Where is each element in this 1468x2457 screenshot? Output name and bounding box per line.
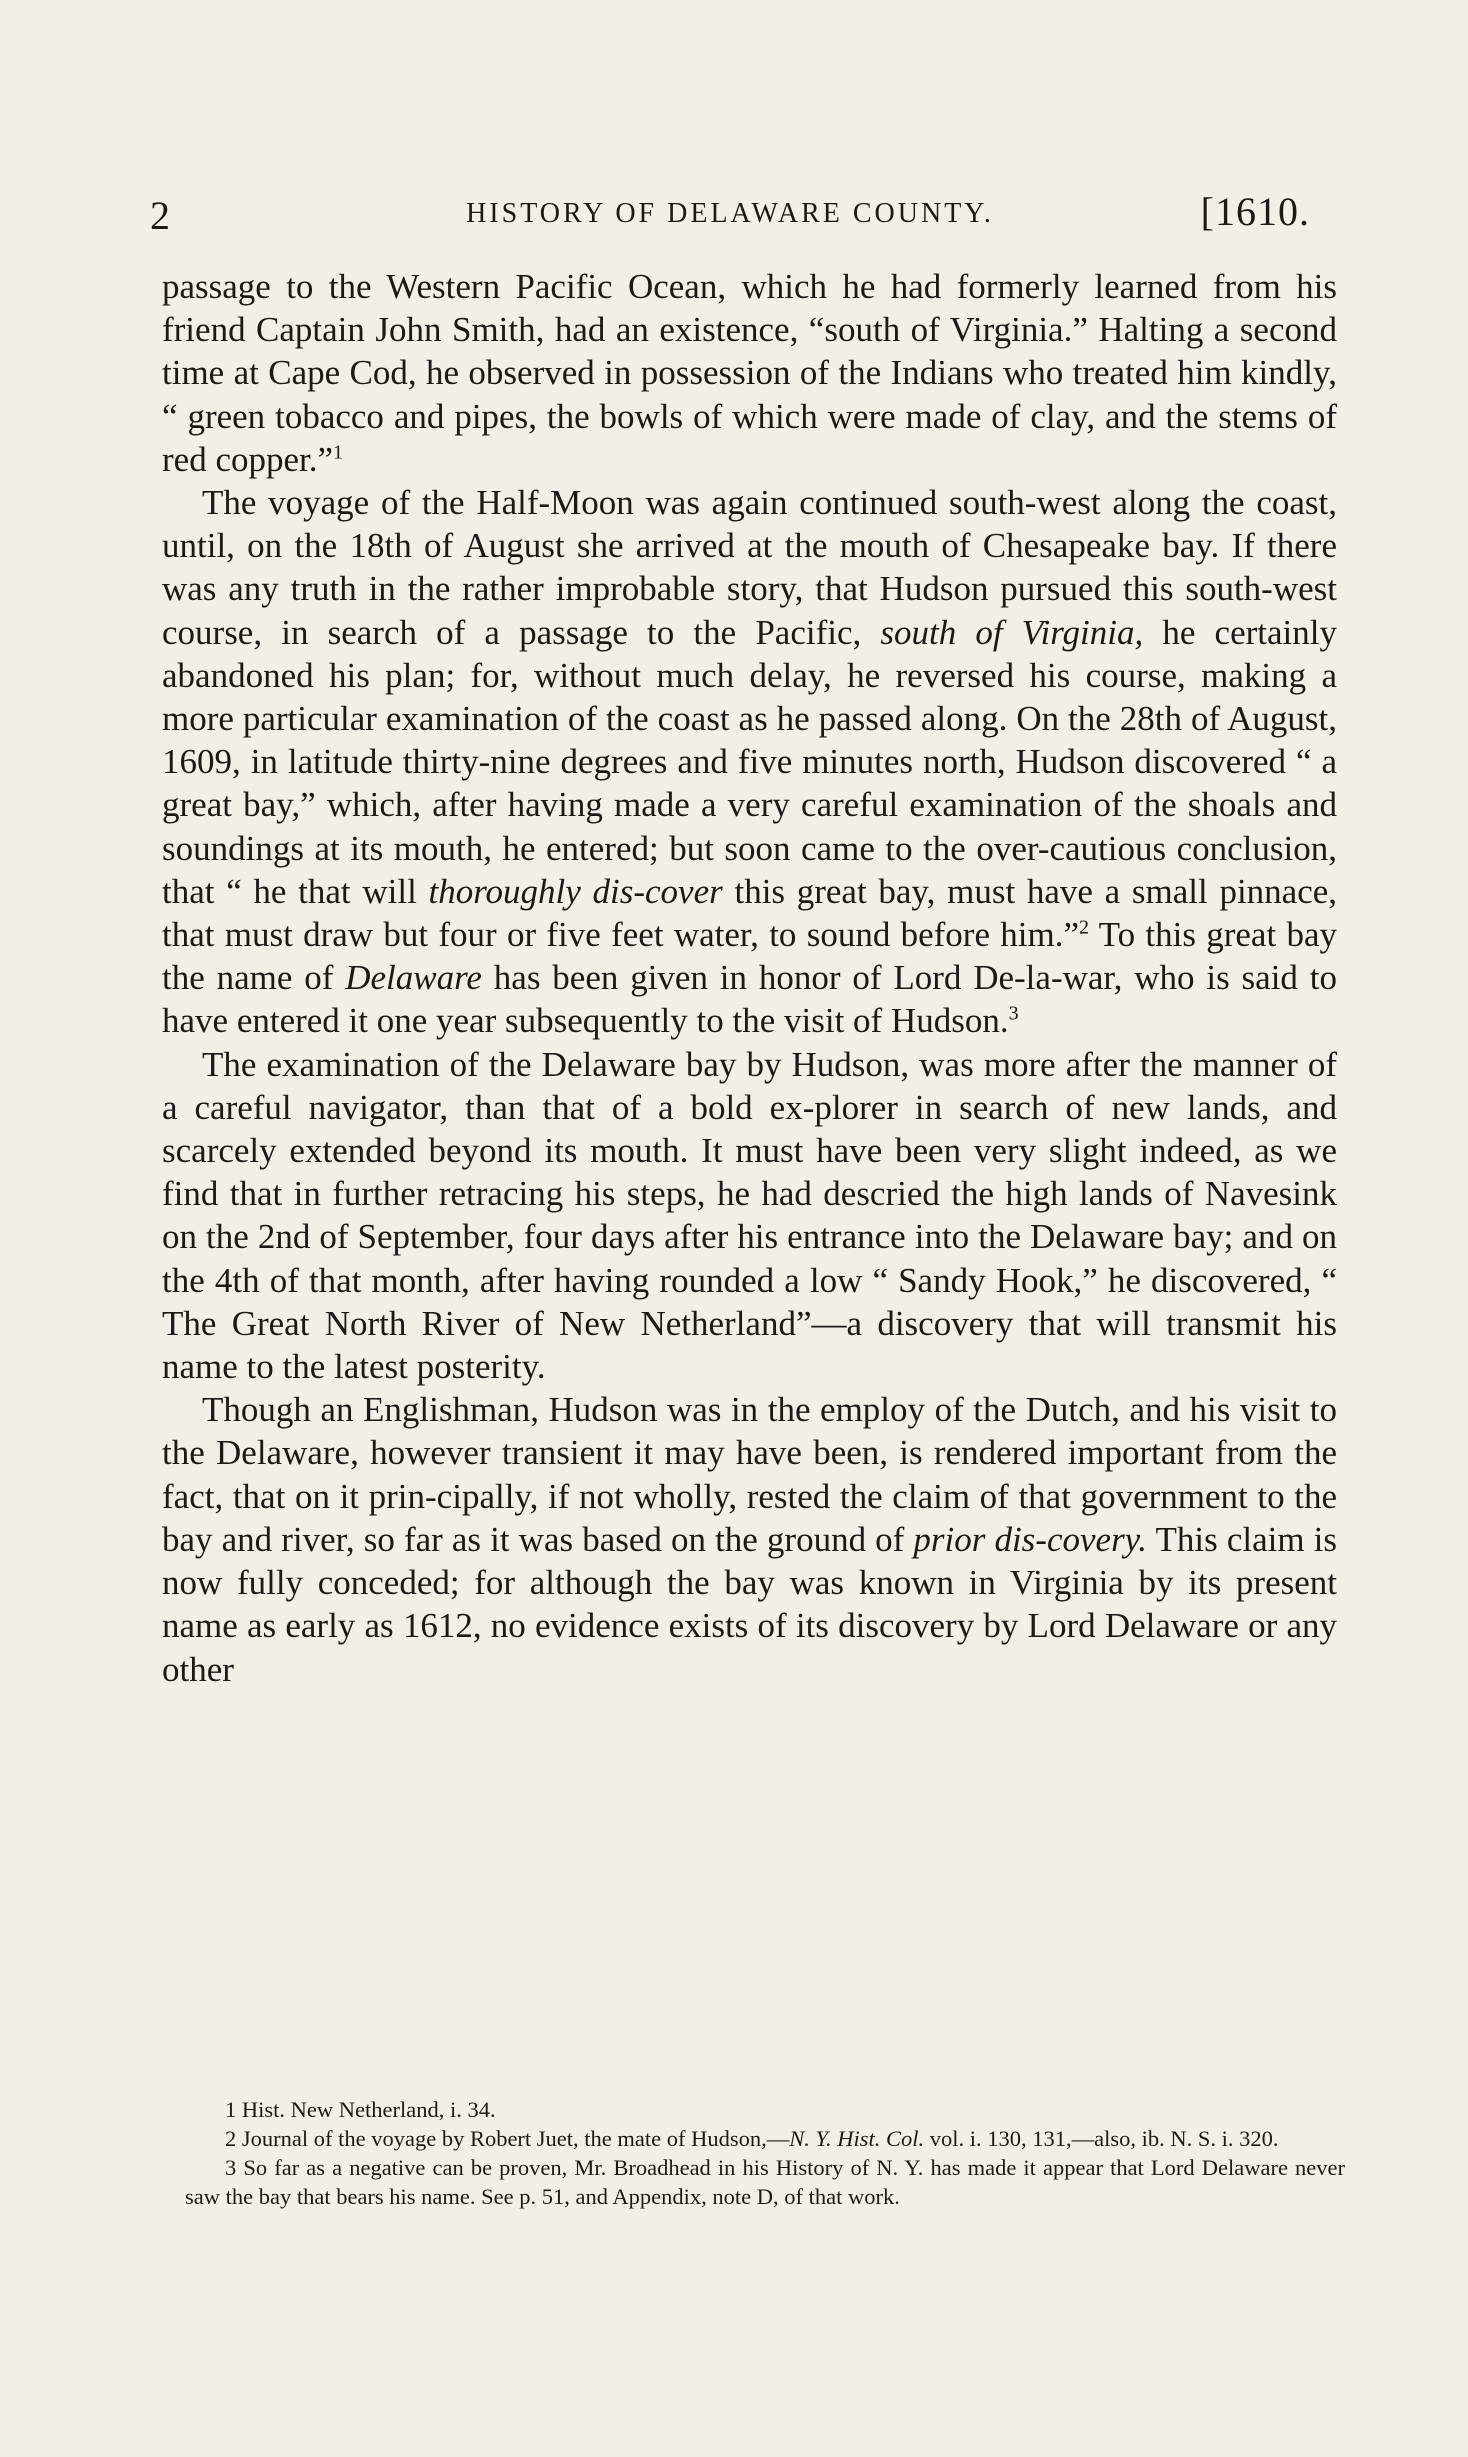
text-run: has been given in honor of Lord De-la-war, who is said to have entered it one year subsequently to the visit of Hudson.	[162, 958, 1337, 1041]
year-marker: [1610.	[1200, 189, 1310, 234]
text-run: To this great bay the name of	[162, 915, 1337, 998]
text-run: The examination of the Delaware bay by Hudson, was more after the manner of a careful navigator, than that of a bold ex-plorer in search of new lands, and scarcely extended beyond its mouth. It must have been very slight indeed, as we find that in further retracing his steps, he had descried the high lands of Navesink on the 2nd of September, four days after his entrance into the Delaware bay; and on the 4th of that month, after having rounded a low “ Sandy Hook,” he discovered, “ The Great North River of New Netherland”—a discovery that will transmit his name to the latest posterity.	[162, 1044, 1337, 1387]
text-run: passage to the Western Pacific Ocean, which he had formerly learned from his friend Captain John Smith, had an existence, “south of Virginia.” Halting a second time at Cape Cod, he observed in possession of the Indians who treated him kindly, “ green tobacco and pipes, the bowls of which were made of clay, and the stems of red copper.”	[162, 267, 1337, 479]
text-run: he certainly abandoned his plan; for, without much delay, he reversed his course, making a more particular examination of the coast as he passed along. On the 28th of August, 1609, in latitude thirty-nine degrees and five minutes north, Hudson discovered “ a great bay,” which, after having made a very careful examination of the shoals and soundings at its mouth, he entered; but soon came to the over-cautious conclusion, that “ he that will	[162, 612, 1337, 911]
italic-text: south of Virginia,	[880, 612, 1144, 652]
italic-text: thoroughly dis-cover	[428, 871, 723, 911]
text-run: vol. i. 130, 131,—also, ib. N. S. i. 320.	[924, 2126, 1279, 2151]
text-run: The voyage of the Half-Moon was again continued south-west along the coast, until, on the 18th of August she arrived at the mouth of Chesapeake bay. If there was any truth in the rather improbable story, that Hudson pursued this south-west course, in search of a passage to the Pacific,	[162, 483, 1337, 652]
footnote-ref: 2	[1079, 916, 1089, 939]
paragraph	[162, 481, 1337, 1043]
text-run: 1 Hist. New Netherland, i. 34.	[225, 2097, 496, 2122]
page-number: 2	[150, 193, 170, 238]
italic-text: N. Y. Hist. Col.	[789, 2126, 925, 2151]
running-title: HISTORY OF DELAWARE COUNTY.	[466, 198, 994, 229]
paragraph	[162, 1388, 1337, 1690]
italic-text: prior dis-covery.	[913, 1519, 1148, 1559]
italic-text: Delaware	[345, 958, 482, 998]
text-run: This claim is now fully conceded; for although the bay was known in Virginia by its present name as early as 1612, no evidence exists of its discovery by Lord Delaware or any other	[162, 1519, 1337, 1689]
body-text	[162, 265, 1337, 1691]
text-run: 2 Journal of the voyage by Robert Juet, the mate of Hudson,—	[225, 2126, 790, 2151]
paragraph	[162, 265, 1337, 481]
paragraph	[162, 1043, 1337, 1389]
text-run: this great bay, must have a small pinnace, that must draw but four or five feet water, to sound before him.”	[162, 871, 1338, 955]
running-header	[150, 189, 1310, 242]
footnote	[185, 2095, 1345, 2124]
footnote-ref: 1	[333, 441, 344, 464]
text-run: 3 So far as a negative can be proven, Mr. Broadhead in his History of N. Y. has made it appear that Lord Delaware never saw the bay that bears his name. See p. 51, and Appendix, note D, of that work.	[185, 2155, 1345, 2209]
footnote	[185, 2153, 1345, 2211]
text-run: Though an Englishman, Hudson was in the employ of the Dutch, and his visit to the Delaware, however transient it may have been, is rendered important from the fact, that on it prin-cipally, if not wholly, rested the claim of that government to the bay and river, so far as it was based on the ground of	[162, 1390, 1337, 1559]
footnote	[185, 2124, 1345, 2153]
footnotes	[185, 2095, 1345, 2211]
footnote-ref: 3	[1008, 1002, 1019, 1025]
